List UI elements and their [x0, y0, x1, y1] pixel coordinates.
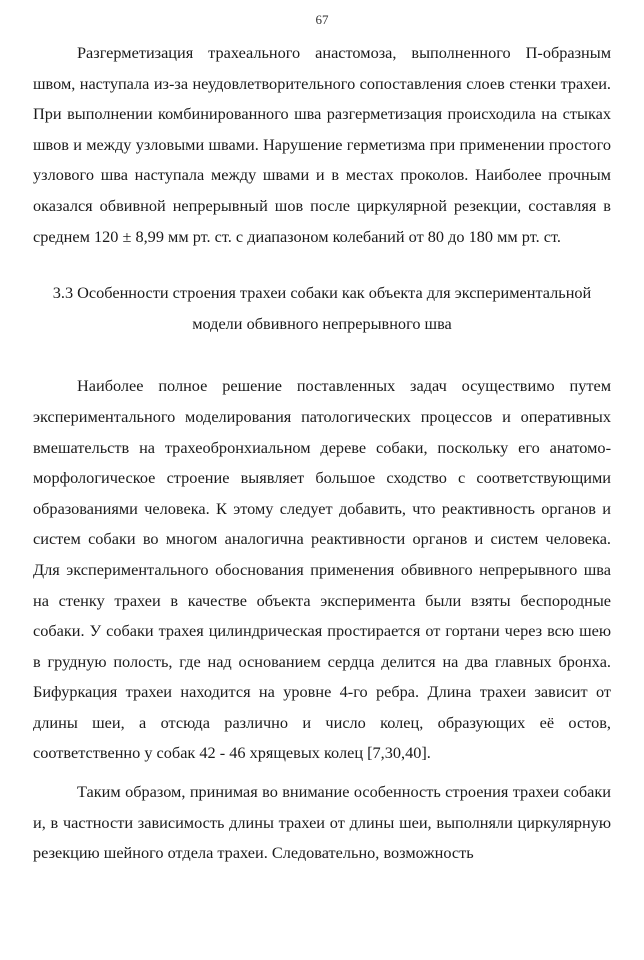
section-heading-line-2: модели обвивного непрерывного шва: [192, 313, 452, 333]
page-content: [33, 38, 611, 869]
section-heading: [33, 278, 611, 339]
paragraph-dog-trachea-anatomy: Наиболее полное решение поставленных задач осуществимо путем экспериментального моделирования патологических процессов и оперативных вмешательств на трахеобронхиальном дереве собаки, поскольку его анатомо-морфологическое строение выявляет большое сходство с соответствующими образованиями человека. К этому следует добавить, что реактивность органов и систем собаки во многом аналогична реактивности органов и систем человека. Для экспериментального обоснования применения обвивного непрерывного шва на стенку трахеи в качестве объекта эксперимента были взяты беспородные собаки. У собаки трахея цилиндрическая простирается от гортани через всю шею в грудную полость, где над основанием сердца делится на два главных бронха. Бифуркация трахеи находится на уровне 4-го ребра. Длина трахеи зависит от длины шеи, а отсюда различно и число колец, образующих её остов, соответственно у собак 42 - 46 хрящевых колец [7,30,40].: [33, 376, 611, 763]
paragraph-resection-conclusion: Таким образом, принимая во внимание особенность строения трахеи собаки и, в частности зависимость длины трахеи от длины шеи, выполняли циркулярную резекцию шейного отдела трахеи. Следовательно, возможность: [33, 782, 611, 863]
page-number: 67: [315, 12, 329, 27]
paragraph-anastomosis-results: Разгерметизация трахеального анастомоза, выполненного П-образным швом, наступала из-за неудовлетворительного сопоставления слоев стенки трахеи. При выполнении комбинированного шва разгерметизация происходила на стыках швов и между узловыми швами. Нарушение герметизма при применении простого узлового шва наступала между швами и в местах проколов. Наиболее прочным оказался обвивной непрерывный шов после циркулярной резекции, составляя в среднем 120 ± 8,99 мм рт. ст. с диапазоном колебаний от 80 до 180 мм рт. ст.: [33, 43, 611, 246]
section-heading-line-1: 3.3 Особенности строения трахеи собаки как объекта для экспериментальной: [52, 283, 592, 303]
